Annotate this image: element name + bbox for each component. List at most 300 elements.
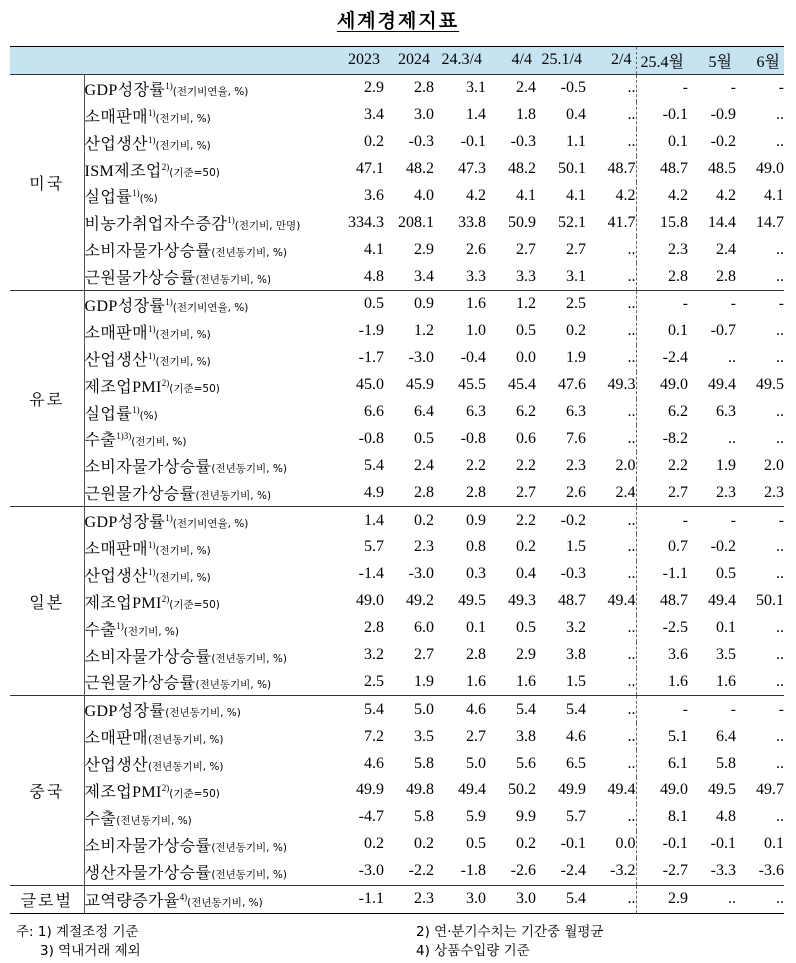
indicator-unit: (전년동기비, %) xyxy=(211,652,287,665)
indicator-unit: (%) xyxy=(139,409,158,422)
value-cell: 2.3 xyxy=(414,538,434,556)
value-cell: 2.7 xyxy=(566,240,586,258)
value-cell: -2.6 xyxy=(510,862,536,880)
value-cell: 3.8 xyxy=(566,646,586,664)
value-cell: 49.0 xyxy=(660,376,688,394)
value-cell: 4.9 xyxy=(364,483,384,501)
value-cell: 3.8 xyxy=(516,727,536,745)
footnote-marker: 2) xyxy=(161,161,170,172)
value-cell: 49.4 xyxy=(708,592,736,610)
table-row xyxy=(10,750,784,777)
value-cell: 2.2 xyxy=(466,456,486,474)
indicator-label xyxy=(84,804,332,831)
value-cell: 2.6 xyxy=(466,240,486,258)
table-row xyxy=(10,885,784,913)
value-cell: -0.5 xyxy=(536,74,586,101)
value-cell: 49.3 xyxy=(586,372,636,399)
value-cell: 6.2 xyxy=(516,403,536,421)
value-cell: 2.8 xyxy=(384,74,434,101)
footnote-marker: 1) xyxy=(132,404,140,415)
value-cell: 2.5 xyxy=(364,672,384,690)
indicator-name: 산업생산 xyxy=(84,351,148,369)
indicator-name: 소매판매 xyxy=(84,108,148,126)
table-row xyxy=(10,615,784,642)
value-cell: 2.8 xyxy=(364,619,384,637)
footnote-marker: 1) xyxy=(147,134,156,145)
value-cell: -3.3 xyxy=(710,862,736,880)
footnote-marker: 4) xyxy=(179,891,188,902)
table-row xyxy=(10,588,784,615)
table-row xyxy=(10,642,784,669)
value-cell: .. xyxy=(776,240,784,258)
indicator-unit: (기준=50) xyxy=(169,382,220,395)
indicator-label xyxy=(84,479,332,506)
value-cell: 0.5 xyxy=(332,291,384,318)
value-cell: 1.4 xyxy=(332,507,384,534)
region-label: 일본 xyxy=(10,507,84,696)
value-cell: 4.6 xyxy=(566,727,586,745)
value-cell: 2.3 xyxy=(764,483,784,501)
indicator-name: 비농가취업자수증감 xyxy=(84,216,228,234)
indicator-label xyxy=(84,777,332,804)
value-cell: 50.1 xyxy=(558,160,586,177)
value-cell: 49.4 xyxy=(586,777,636,804)
value-cell: .. xyxy=(776,646,784,664)
indicator-name: 제조업PMI xyxy=(84,594,162,612)
column-header: 5월 xyxy=(708,53,732,71)
indicator-unit: (%) xyxy=(139,193,158,206)
indicator-name: 수출 xyxy=(84,810,117,828)
value-cell: 0.1 xyxy=(668,322,688,340)
page-title: 세계경제지표 xyxy=(336,10,460,32)
indicator-unit: (기준=50) xyxy=(169,166,220,179)
value-cell: 48.2 xyxy=(508,160,536,177)
value-cell: -1.8 xyxy=(460,862,486,880)
value-cell: 0.0 xyxy=(586,831,636,858)
footnote-prefix: 주: xyxy=(16,924,34,940)
value-cell: -2.2 xyxy=(408,862,434,880)
footnote-4: 4) 상품수입량 기준 xyxy=(416,943,530,959)
footnote-1: 주: 1) 계절조정 기준 xyxy=(16,924,139,940)
indicator-unit: (전기비, 만명) xyxy=(234,220,301,233)
value-cell: .. xyxy=(776,619,784,637)
value-cell: 0.2 xyxy=(516,835,536,853)
value-cell: .. xyxy=(776,403,784,421)
value-cell: .. xyxy=(776,429,784,447)
indicator-unit: (전기비, %) xyxy=(155,328,211,341)
value-cell: 5.0 xyxy=(384,696,434,723)
indicator-name: 제조업PMI xyxy=(84,378,162,396)
value-cell: 0.2 xyxy=(414,835,434,853)
value-cell: .. xyxy=(586,750,636,777)
value-cell: 49.5 xyxy=(458,592,486,610)
table-row xyxy=(10,399,784,426)
table-row xyxy=(10,318,784,345)
value-cell: -1.9 xyxy=(358,322,384,340)
value-cell: 0.1 xyxy=(466,619,486,637)
indicator-label xyxy=(84,425,332,452)
value-cell: .. xyxy=(586,696,636,723)
value-cell: -2.5 xyxy=(662,619,688,637)
indicator-name: GDP성장률 xyxy=(84,297,166,315)
value-cell: 5.4 xyxy=(536,696,586,723)
value-cell: 0.4 xyxy=(516,565,536,583)
value-cell: 2.2 xyxy=(486,507,536,534)
indicator-label xyxy=(84,696,332,723)
value-cell: 33.8 xyxy=(458,213,486,231)
indicator-name: 근원물가상승률 xyxy=(84,270,196,288)
value-cell: -3.2 xyxy=(586,858,636,885)
column-header: 25.1/4 xyxy=(541,51,582,69)
value-cell: 47.3 xyxy=(458,160,486,177)
table-row xyxy=(10,858,784,885)
value-cell: 2.4 xyxy=(716,240,736,258)
value-cell: -3.6 xyxy=(758,862,784,880)
value-cell: 48.7 xyxy=(660,160,688,177)
value-cell: .. xyxy=(586,102,636,129)
value-cell: 1.5 xyxy=(566,538,586,556)
indicator-unit: (전년동기비, %) xyxy=(116,814,192,827)
table-row xyxy=(10,425,784,452)
value-cell: -0.3 xyxy=(408,133,434,151)
value-cell: 2.9 xyxy=(636,885,688,913)
indicator-label xyxy=(84,263,332,290)
value-cell: .. xyxy=(776,754,784,772)
value-cell: 1.9 xyxy=(414,672,434,690)
indicator-unit: (전기비연율, %) xyxy=(172,518,249,531)
indicator-label xyxy=(84,615,332,642)
value-cell: 5.0 xyxy=(466,754,486,772)
value-cell: .. xyxy=(776,322,784,340)
value-cell: -0.4 xyxy=(460,349,486,367)
value-cell: .. xyxy=(688,885,736,913)
value-cell: - xyxy=(688,74,736,101)
indicator-unit: (전년동기비, %) xyxy=(211,247,287,260)
table-row xyxy=(10,723,784,750)
region-label: 미국 xyxy=(10,74,84,290)
value-cell: -1.4 xyxy=(358,565,384,583)
value-cell: 5.1 xyxy=(668,727,688,745)
indicator-name: 소비자물가상승률 xyxy=(84,459,212,477)
indicator-label xyxy=(84,182,332,209)
indicator-name: 소매판매 xyxy=(84,540,148,558)
value-cell: 49.9 xyxy=(558,781,586,799)
value-cell: 2.7 xyxy=(414,646,434,664)
value-cell: 6.1 xyxy=(668,754,688,772)
value-cell: 1.6 xyxy=(516,672,536,690)
footnote-marker: 2) xyxy=(161,377,170,388)
indicator-name: 생산자물가상승률 xyxy=(84,864,212,882)
indicator-label xyxy=(84,236,332,263)
value-cell: 0.5 xyxy=(516,322,536,340)
value-cell: .. xyxy=(776,349,784,367)
indicator-label xyxy=(84,723,332,750)
indicator-label xyxy=(84,345,332,372)
value-cell: 1.6 xyxy=(466,672,486,690)
value-cell: .. xyxy=(586,129,636,156)
value-cell: 0.9 xyxy=(384,291,434,318)
value-cell: 2.3 xyxy=(384,885,434,913)
value-cell: 3.0 xyxy=(414,106,434,124)
table-row xyxy=(10,263,784,290)
value-cell: .. xyxy=(776,672,784,690)
footnote-marker: 2) xyxy=(161,782,170,793)
indicator-name: 소매판매 xyxy=(84,730,148,748)
value-cell: 4.6 xyxy=(364,754,384,772)
footnote-marker: 1) xyxy=(147,323,156,334)
indicator-unit: (전기비, %) xyxy=(155,571,211,584)
column-header: 24.3/4 xyxy=(441,51,482,69)
value-cell: - xyxy=(736,696,784,723)
value-cell: 5.7 xyxy=(364,538,384,556)
value-cell: .. xyxy=(586,615,636,642)
value-cell: 3.6 xyxy=(364,186,384,204)
value-cell: -0.1 xyxy=(710,835,736,853)
indicator-label xyxy=(84,750,332,777)
value-cell: 5.4 xyxy=(536,885,586,913)
table-row xyxy=(10,507,784,534)
value-cell: 5.4 xyxy=(364,456,384,474)
value-cell: 2.8 xyxy=(466,483,486,501)
column-header: 25.4월 xyxy=(640,53,684,71)
value-cell: 1.9 xyxy=(566,349,586,367)
indicator-name: 산업생산 xyxy=(84,567,148,585)
value-cell: .. xyxy=(586,399,636,426)
table-row xyxy=(10,236,784,263)
value-cell: 49.3 xyxy=(508,592,536,610)
value-cell: 48.7 xyxy=(660,592,688,610)
value-cell: 0.2 xyxy=(566,322,586,340)
indicator-unit: (전년동기비, %) xyxy=(147,761,224,774)
indicator-label xyxy=(84,318,332,345)
value-cell: -0.3 xyxy=(560,565,586,583)
value-cell: 2.6 xyxy=(566,483,586,501)
table-row xyxy=(10,156,784,183)
value-cell: 3.5 xyxy=(414,727,434,745)
value-cell: 8.1 xyxy=(668,808,688,826)
value-cell: 2.3 xyxy=(668,240,688,258)
value-cell: .. xyxy=(586,642,636,669)
value-cell: .. xyxy=(736,885,784,913)
value-cell: - xyxy=(636,291,688,318)
table-row xyxy=(10,345,784,372)
value-cell: 4.0 xyxy=(414,186,434,204)
indicator-name: 실업률 xyxy=(84,189,133,207)
value-cell: 48.5 xyxy=(708,160,736,177)
footnote-marker: 1)3) xyxy=(116,431,132,442)
value-cell: -0.2 xyxy=(710,133,736,151)
value-cell: - xyxy=(688,291,736,318)
value-cell: - xyxy=(736,74,784,101)
region-label: 유로 xyxy=(10,291,84,507)
value-cell: 4.1 xyxy=(516,186,536,204)
table-row xyxy=(10,452,784,479)
indicator-label xyxy=(84,399,332,426)
value-cell: 47.1 xyxy=(356,160,384,177)
value-cell: -2.4 xyxy=(560,862,586,880)
footnote-2: 2) 연·분기수치는 기간중 월평균 xyxy=(416,924,604,940)
value-cell: 6.5 xyxy=(566,754,586,772)
value-cell: 6.2 xyxy=(668,403,688,421)
value-cell: 4.8 xyxy=(716,808,736,826)
value-cell: 2.7 xyxy=(516,483,536,501)
value-cell: 0.5 xyxy=(414,429,434,447)
value-cell: 4.2 xyxy=(466,186,486,204)
value-cell: .. xyxy=(586,507,636,534)
indicator-unit: (전년동기비, %) xyxy=(195,679,272,692)
value-cell: 49.5 xyxy=(756,376,784,394)
indicator-unit: (전년동기비, %) xyxy=(147,734,224,747)
value-cell: 5.8 xyxy=(716,754,736,772)
value-cell: 5.4 xyxy=(486,696,536,723)
value-cell: -0.8 xyxy=(460,429,486,447)
indicator-label xyxy=(84,102,332,129)
indicator-unit: (전년동기비, %) xyxy=(211,463,287,476)
table-row xyxy=(10,561,784,588)
indicator-label xyxy=(84,885,332,913)
value-cell: 1.6 xyxy=(668,672,688,690)
value-cell: -1.1 xyxy=(332,885,384,913)
table-row xyxy=(10,696,784,723)
value-cell: - xyxy=(736,507,784,534)
table-row xyxy=(10,831,784,858)
value-cell: 208.1 xyxy=(398,213,434,231)
value-cell: 2.3 xyxy=(716,483,736,501)
value-cell: 50.1 xyxy=(756,592,784,610)
value-cell: 49.7 xyxy=(756,781,784,799)
indicator-label xyxy=(84,291,332,318)
indicator-label xyxy=(84,831,332,858)
value-cell: 0.2 xyxy=(384,507,434,534)
value-cell: 48.7 xyxy=(586,156,636,183)
value-cell: 1.2 xyxy=(414,322,434,340)
value-cell: .. xyxy=(586,318,636,345)
indicator-name: 교역량증가율 xyxy=(84,892,180,910)
value-cell: -1.1 xyxy=(662,565,688,583)
footnote-marker: 1) xyxy=(116,620,124,631)
value-cell: -3.0 xyxy=(358,862,384,880)
value-cell: 6.4 xyxy=(414,403,434,421)
value-cell: 6.3 xyxy=(466,403,486,421)
table-row xyxy=(10,534,784,561)
table-row xyxy=(10,74,784,101)
value-cell: 0.7 xyxy=(668,538,688,556)
footnote-marker: 1) xyxy=(165,296,173,307)
value-cell: .. xyxy=(586,74,636,101)
value-cell: - xyxy=(636,696,688,723)
value-cell: 1.5 xyxy=(566,672,586,690)
value-cell: 3.3 xyxy=(466,267,486,285)
value-cell: 50.9 xyxy=(508,213,536,231)
value-cell: - xyxy=(688,507,736,534)
value-cell: 5.6 xyxy=(516,754,536,772)
value-cell: - xyxy=(636,74,688,101)
value-cell: 49.4 xyxy=(708,376,736,394)
value-cell: 6.6 xyxy=(364,403,384,421)
value-cell: 5.8 xyxy=(414,754,434,772)
indicator-name: 소비자물가상승률 xyxy=(84,648,212,666)
value-cell: -0.2 xyxy=(710,538,736,556)
value-cell: .. xyxy=(586,263,636,290)
value-cell: -0.1 xyxy=(460,133,486,151)
value-cell: 15.8 xyxy=(660,213,688,231)
value-cell: 3.0 xyxy=(486,885,536,913)
value-cell: 6.3 xyxy=(716,403,736,421)
indicator-label xyxy=(84,642,332,669)
indicator-name: 소매판매 xyxy=(84,324,148,342)
value-cell: 45.5 xyxy=(458,376,486,394)
indicator-name: 제조업PMI xyxy=(84,783,162,801)
indicator-unit: (전기비, %) xyxy=(131,436,187,449)
value-cell: 5.4 xyxy=(332,696,384,723)
value-cell: .. xyxy=(586,345,636,372)
value-cell: 1.6 xyxy=(434,291,486,318)
value-cell: 1.1 xyxy=(566,133,586,151)
value-cell: 2.3 xyxy=(566,456,586,474)
indicator-label xyxy=(84,534,332,561)
value-cell: 2.5 xyxy=(536,291,586,318)
indicator-unit: (전기비, %) xyxy=(155,355,211,368)
value-cell: 1.2 xyxy=(486,291,536,318)
value-cell: 3.1 xyxy=(566,267,586,285)
value-cell: 14.7 xyxy=(756,213,784,231)
table-row xyxy=(10,209,784,236)
value-cell: 4.2 xyxy=(668,186,688,204)
header-row xyxy=(10,47,784,75)
value-cell: 1.0 xyxy=(466,322,486,340)
value-cell: -0.9 xyxy=(710,106,736,124)
value-cell: 49.0 xyxy=(660,781,688,799)
table-row xyxy=(10,804,784,831)
indicator-label xyxy=(84,507,332,534)
value-cell: 4.2 xyxy=(586,182,636,209)
table-row xyxy=(10,372,784,399)
indicator-name: 실업률 xyxy=(84,405,133,423)
region-label: 중국 xyxy=(10,696,84,885)
value-cell: -0.1 xyxy=(560,835,586,853)
footnote-marker: 1) xyxy=(147,566,156,577)
indicator-unit: (전년동기비, %) xyxy=(211,868,287,881)
indicator-unit: (전기비, %) xyxy=(155,544,211,557)
indicator-name: GDP성장률 xyxy=(84,81,166,99)
value-cell: .. xyxy=(776,808,784,826)
value-cell: 9.9 xyxy=(516,808,536,826)
value-cell: -0.2 xyxy=(536,507,586,534)
value-cell: 2.2 xyxy=(516,456,536,474)
value-cell: .. xyxy=(586,534,636,561)
value-cell: 2.0 xyxy=(586,452,636,479)
value-cell: 0.8 xyxy=(466,538,486,556)
value-cell: 4.8 xyxy=(364,267,384,285)
value-cell: 6.3 xyxy=(566,403,586,421)
value-cell: 4.1 xyxy=(764,186,784,204)
value-cell: .. xyxy=(776,133,784,151)
value-cell: 0.5 xyxy=(716,565,736,583)
value-cell: 49.4 xyxy=(586,588,636,615)
indicator-unit: (전년동기비, %) xyxy=(187,896,263,909)
indicator-name: 소비자물가상승률 xyxy=(84,837,212,855)
indicator-label xyxy=(84,452,332,479)
indicator-label xyxy=(84,156,332,183)
value-cell: 1.4 xyxy=(466,106,486,124)
value-cell: 4.2 xyxy=(716,186,736,204)
value-cell: 41.7 xyxy=(586,209,636,236)
value-cell: 2.9 xyxy=(414,240,434,258)
footnote-marker: 1) xyxy=(227,215,235,226)
value-cell: 49.0 xyxy=(756,160,784,177)
value-cell: 334.3 xyxy=(348,213,384,231)
value-cell: 7.6 xyxy=(566,429,586,447)
